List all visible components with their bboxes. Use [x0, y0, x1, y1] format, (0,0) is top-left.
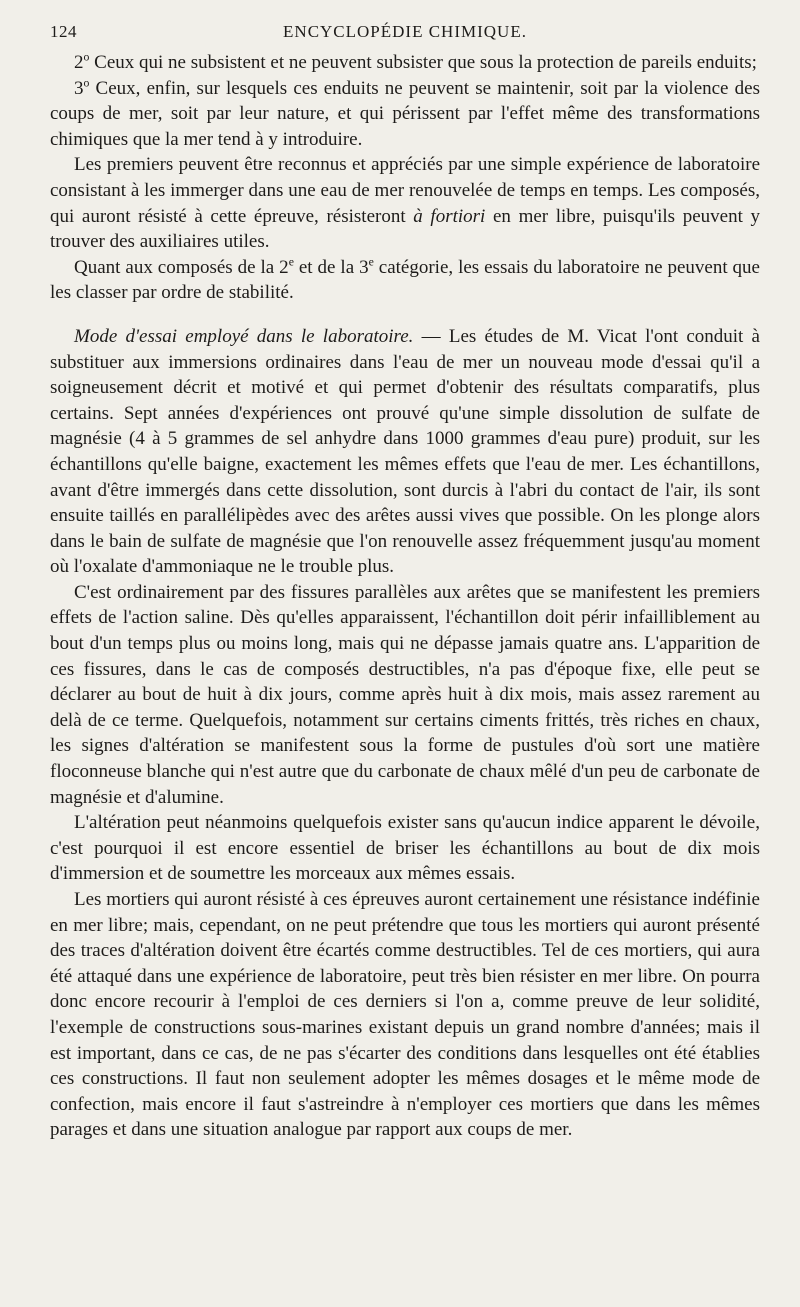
page-header	[50, 22, 760, 50]
paragraph-item-2	[50, 50, 760, 76]
body-text	[50, 50, 760, 1143]
running-title: ENCYCLOPÉDIE CHIMIQUE.	[283, 22, 527, 41]
paragraph-text: Ceux, enfin, sur lesquels ces enduits ne peuvent se maintenir, soit par la violence des coups de mer, soit par leur nature, et qui périssent par l'effet même des transformations chimiques que la mer tend à y introduire.	[50, 77, 760, 150]
paragraph-text: Ceux qui ne subsistent et ne peuvent subsister que sous la protection de pareils enduits;	[89, 52, 757, 73]
ordinal-superscript: e	[368, 255, 374, 269]
paragraph-lab-test	[50, 152, 760, 254]
ordinal-superscript: o	[83, 50, 90, 64]
ordinal-superscript: e	[288, 255, 294, 269]
ordinal-superscript: o	[83, 76, 90, 90]
paragraph-text: en mer libre, puisqu'ils peuvent y trouver des auxiliaires utiles.	[50, 205, 760, 253]
item-number: 2	[74, 52, 84, 73]
paragraph-text: catégorie, les essais du laboratoire ne peuvent que les classer par ordre de stabilité.	[50, 256, 760, 304]
paragraph-text: — Les études de M. Vicat l'ont conduit à substituer aux immersions ordinaires dans l'eau de mer un nouveau mode d'essai qu'il a soigneusement décrit et motivé et qui permet d'obtenir des résultats comparatifs, plus certains. Sept années d'expériences ont prouvé qu'une simple dissolution de sulfate de magnésie (4 à 5 grammes de sel anhydre dans 1000 grammes d'eau pure) produit, sur les échantillons qu'elle baigne, exactement les mêmes effets que l'eau de mer. Les échantillons, avant d'être immergés dans cette dissolution, sont durcis à l'abri du contact de l'air, ils sont ensuite taillés en parallélipèdes avec des arêtes aussi vives que possible. On les plonge alors dans le bain de sulfate de magnésie que l'on renouvelle assez fréquemment jusqu'au moment où l'oxalate d'ammoniaque ne le trouble plus.	[50, 325, 760, 578]
page-number: 124	[50, 22, 77, 41]
paragraph-mortars: Les mortiers qui auront résisté à ces épreuves auront certainement une résistance indéfinie en mer libre; mais, cependant, on ne peut prétendre que tous les mortiers qui auront présenté des traces d'altération doivent être écartés comme destructibles. Tel de ces mortiers, qui aura été attaqué dans une expérience de laboratoire, peut très bien résister en mer libre. On pourra donc encore recourir à l'emploi de ces derniers si l'on a, comme preuve de leur solidité, l'exemple de constructions sous-marines existant depuis un grand nombre d'années; mais il est important, dans ce cas, de ne pas s'écarter des conditions dans lesquelles ont été établies ces constructions. Il faut non seulement adopter les mêmes dosages et le même mode de confection, mais encore il faut s'astreindre à n'employer ces mortiers que dans les mêmes parages et dans une situation analogue par rapport aux coups de mer.	[50, 889, 760, 1141]
item-number: 3	[74, 77, 84, 99]
paragraph-test-method	[50, 324, 760, 580]
paragraph-text: Quant aux composés de la 2	[74, 256, 289, 278]
paragraph-fissures: C'est ordinairement par des fissures parallèles aux arêtes que se manifestent les premiers effets de l'action saline. Dès qu'elles apparaissent, l'échantillon doit périr infailliblement au bout d'un temps plus ou moins long, mais qui ne dépasse jamais quatre ans. L'apparition de ces fissures, dans le cas de composés destructibles, n'a pas d'époque fixe, elle peut se déclarer au bout de huit à dix jours, comme après huit à dix mois, mais assez rarement au delà de ce terme. Quelquefois, notamment sur certains ciments frittés, très riches en chaux, les signes d'altération se manifestent sous la forme de pustules d'où sort une matière floconneuse blanche qui n'est autre que du carbonate de chaux mêlé d'un peu de carbonate de magnésie et d'alumine.	[50, 581, 760, 808]
paragraph-categories	[50, 255, 760, 306]
paragraph-item-3	[50, 76, 760, 153]
paragraph-alteration: L'altération peut néanmoins quelquefois exister sans qu'aucun indice apparent le dévoile, c'est pourquoi il est encore essentiel de briser les échantillons au bout de dix mois d'immersion et de soumettre les morceaux aux mêmes essais.	[50, 812, 760, 885]
paragraph-text: Les premiers peuvent être reconnus et appréciés par une simple expérience de laboratoire consistant à les immerger dans une eau de mer renouvelée de temps en temps. Les composés, qui auront résisté à cette épreuve, résisteront	[50, 154, 760, 227]
italic-phrase: à fortiori	[413, 205, 486, 227]
paragraph-text: et de la 3	[293, 256, 369, 278]
section-heading: Mode d'essai employé dans le laboratoire.	[74, 325, 414, 347]
